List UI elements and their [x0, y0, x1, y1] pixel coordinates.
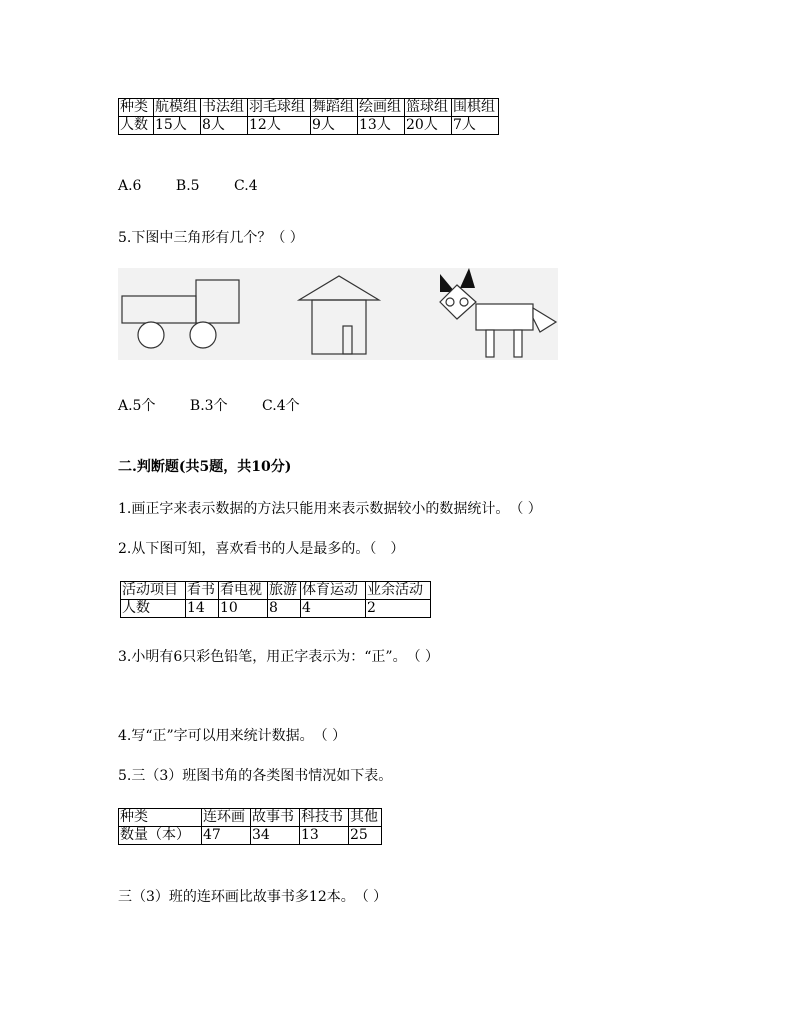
- q5-question: 5.下图中三角形有几个？（ ）: [118, 230, 304, 246]
- option-c[interactable]: C.4个: [262, 398, 300, 414]
- table-cell: 篮球组: [405, 99, 452, 117]
- book-table: [118, 808, 382, 845]
- table-cell: 航模组: [154, 99, 201, 117]
- judgement-q3: 3.小明有6只彩色铅笔，用正字表示为：“正”。 （ ）: [118, 649, 440, 665]
- table-cell: 13: [300, 827, 349, 845]
- activity-table: [120, 581, 431, 618]
- shapes-figure: [118, 268, 558, 360]
- table-cell: 种类: [119, 99, 154, 117]
- table-cell: 2: [366, 600, 431, 618]
- table-cell: 9人: [311, 117, 358, 135]
- table-cell: 47: [202, 827, 251, 845]
- judgement-q1: 1.画正字来表示数据的方法只能用来表示数据较小的数据统计。 （ ）: [118, 501, 542, 517]
- table-row: [119, 117, 499, 135]
- table-cell: 其他: [349, 809, 382, 827]
- q4-options: [118, 177, 288, 195]
- table-cell: 20人: [405, 117, 452, 135]
- table-cell: 故事书: [251, 809, 300, 827]
- table-cell: 羽毛球组: [248, 99, 311, 117]
- table-cell: 13人: [358, 117, 405, 135]
- table-cell: 绘画组: [358, 99, 405, 117]
- table-row: [119, 827, 382, 845]
- table-cell: 旅游: [268, 582, 301, 600]
- table-cell: 看书: [186, 582, 219, 600]
- table-cell: 科技书: [300, 809, 349, 827]
- table-row: [121, 600, 431, 618]
- table-cell: 12人: [248, 117, 311, 135]
- table-cell: 数量（本）: [119, 827, 202, 845]
- table-cell: 10: [219, 600, 268, 618]
- option-b[interactable]: B.3个: [189, 398, 228, 414]
- table-cell: 8人: [201, 117, 248, 135]
- table-cell: 种类: [119, 809, 202, 827]
- section-title: 二.判断题(共5题，共10分): [118, 459, 292, 475]
- option-c[interactable]: C.4: [234, 178, 258, 194]
- table-cell: 体育运动: [301, 582, 366, 600]
- option-b[interactable]: B.5: [175, 178, 200, 194]
- table-cell: 人数: [121, 600, 186, 618]
- table-cell: 人数: [119, 117, 154, 135]
- judgement-q5: 5.三（3）班图书角的各类图书情况如下表。: [118, 768, 393, 784]
- table-cell: 看电视: [219, 582, 268, 600]
- option-a[interactable]: A.5个: [118, 398, 156, 414]
- table-cell: 4: [301, 600, 366, 618]
- table-header-row: [121, 582, 431, 600]
- table-cell: 舞蹈组: [311, 99, 358, 117]
- group-count-table: [118, 98, 499, 135]
- judgement-q5-statement: 三（3）班的连环画比故事书多12本。 （ ）: [118, 889, 388, 905]
- judgement-q2: 2.从下图可知，喜欢看书的人是最多的。（ ）: [118, 541, 405, 557]
- table-cell: 14: [186, 600, 219, 618]
- table-cell: 7人: [452, 117, 499, 135]
- table-cell: 34: [251, 827, 300, 845]
- table-cell: 25: [349, 827, 382, 845]
- table-cell: 业余活动: [366, 582, 431, 600]
- table-cell: 围棋组: [452, 99, 499, 117]
- table-header-row: [119, 99, 499, 117]
- table-cell: 书法组: [201, 99, 248, 117]
- table-cell: 8: [268, 600, 301, 618]
- option-a[interactable]: A.6: [118, 178, 142, 194]
- q5-options: [118, 397, 330, 415]
- table-cell: 活动项目: [121, 582, 186, 600]
- table-cell: 15人: [154, 117, 201, 135]
- table-header-row: [119, 809, 382, 827]
- table-cell: 连环画: [202, 809, 251, 827]
- judgement-q4: 4.写“正”字可以用来统计数据。 （ ）: [118, 728, 347, 744]
